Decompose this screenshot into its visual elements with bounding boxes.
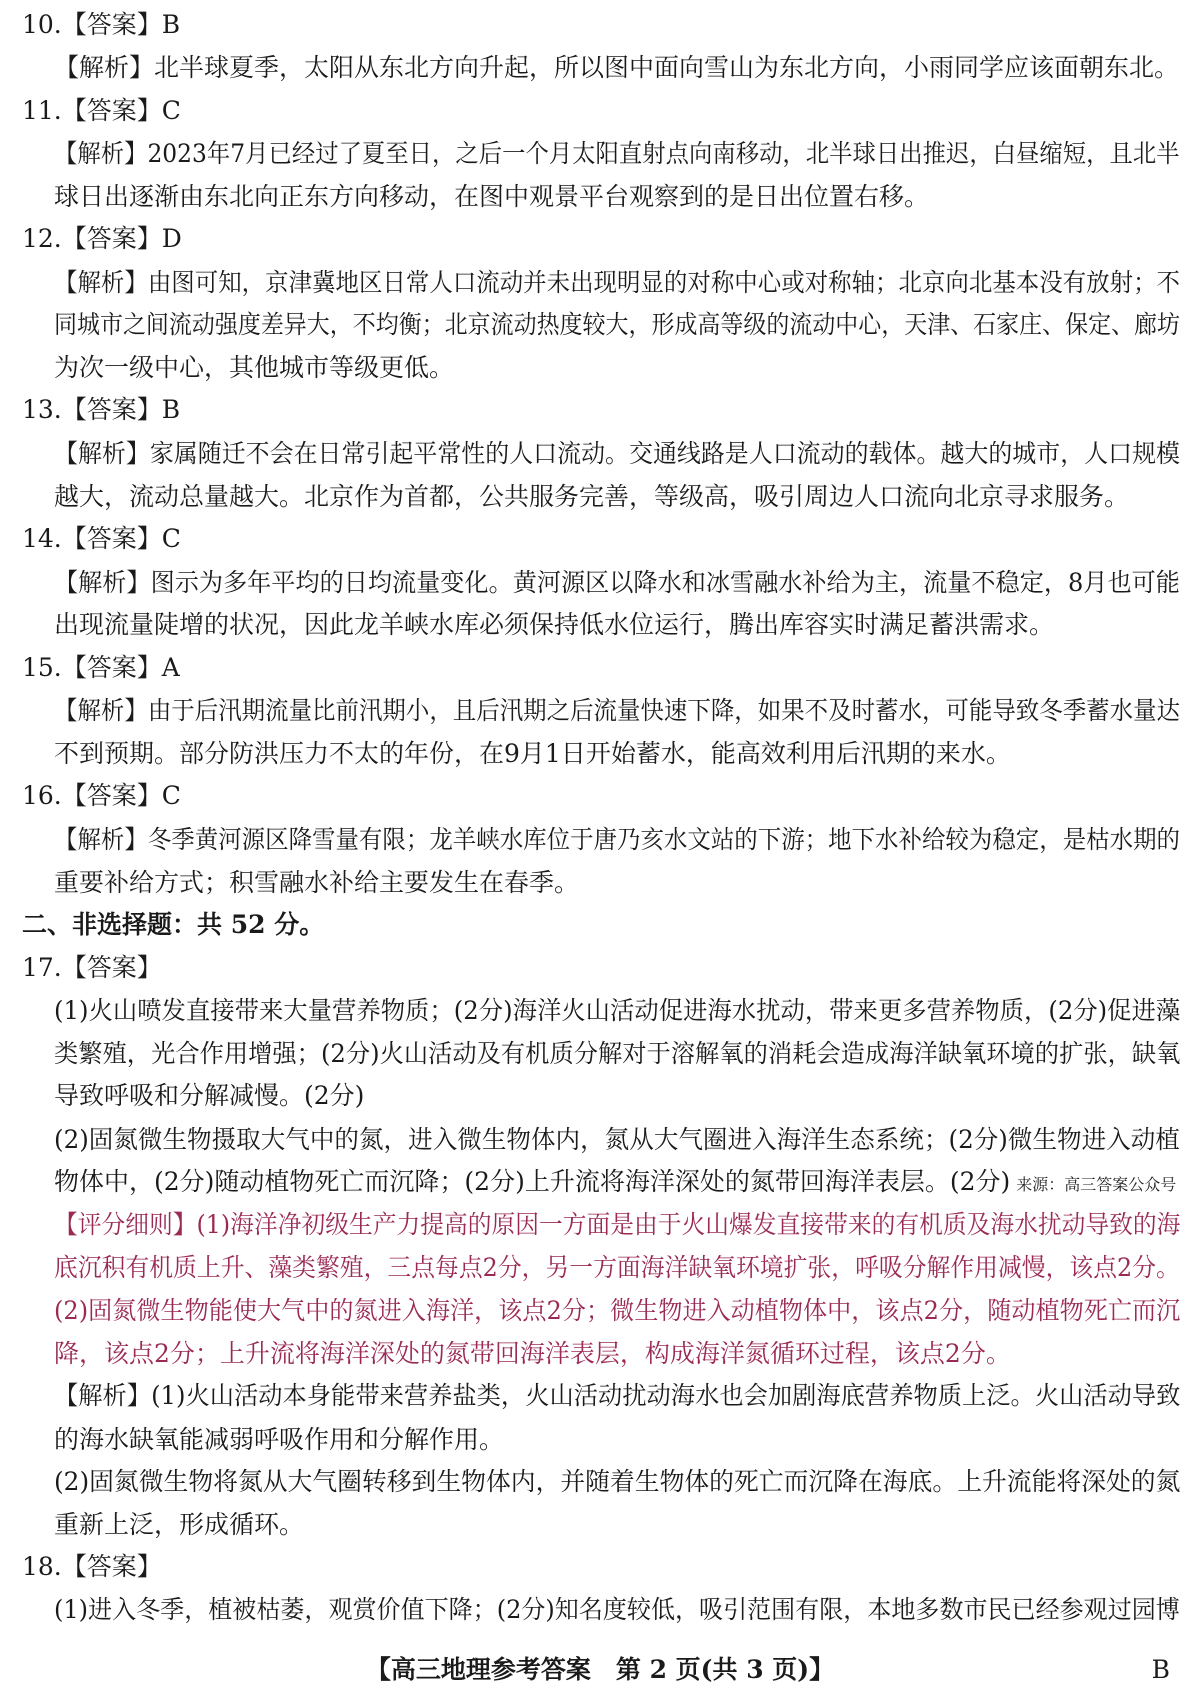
- line-text: 底沉积有机质上升、藻类繁殖，三点每点2分，另一方面海洋缺氧环境扩张，呼吸分解作用减慢，该点2分。: [54, 1252, 1180, 1282]
- line-text: 降，该点2分；上升流将海洋深处的氮带回海洋表层，构成海洋氮循环过程，该点2分。: [54, 1338, 1011, 1368]
- line-text: (2)固氮微生物将氮从大气圈转移到生物体内，并随着生物体的死亡而沉降在海底。上升流能将深处的氮: [54, 1467, 1181, 1497]
- text-line: [54, 1466, 1180, 1498]
- line-text: 14.【答案】C: [22, 524, 181, 554]
- source-note: 来源：高三答案公众号: [1016, 1175, 1177, 1195]
- text-line: [54, 695, 1180, 727]
- line-text: (1)火山喷发直接带来大量营养物质；(2分)海洋火山活动促进海水扰动，带来更多营养物质，(2分)促进藻: [54, 996, 1181, 1026]
- text-line: [22, 1551, 162, 1583]
- text-line: [54, 1509, 304, 1541]
- text-line: [22, 952, 162, 984]
- line-text: 10.【答案】B: [22, 10, 181, 40]
- text-line: [22, 523, 181, 555]
- text-line: [22, 9, 180, 41]
- text-line: [54, 181, 929, 213]
- line-text: 的海水缺氧能减弱呼吸作用和分解作用。: [54, 1424, 505, 1454]
- text-line: [22, 394, 180, 426]
- text-line: [54, 609, 1054, 641]
- text-line: [54, 52, 1179, 84]
- line-text: 为次一级中心，其他城市等级更低。: [54, 352, 455, 382]
- text-line: [54, 138, 1180, 170]
- line-text: 出现流量陡增的状况，因此龙羊峡水库必须保持低水位运行，腾出库容实时满足蓄洪需求。: [54, 610, 1055, 640]
- line-text: 物体中，(2分)随动植物死亡而沉降；(2分)上升流将海洋深处的氮带回海洋表层。(2分): [54, 1167, 1011, 1197]
- line-text: 【解析】北半球夏季，太阳从东北方向升起，所以图中面向雪山为东北方向，小雨同学应该面朝东北。: [54, 53, 1180, 83]
- text-line: [54, 867, 579, 899]
- line-text: 【解析】2023年7月已经过了夏至日，之后一个月太阳直射点向南移动，北半球日出推迟，白昼缩短，且北半: [54, 139, 1180, 169]
- line-text: 13.【答案】B: [22, 395, 181, 425]
- text-line: [22, 909, 324, 941]
- text-line: [54, 1594, 1180, 1626]
- line-text: 越大，流动总量越大。北京作为首都，公共服务完善，等级高，吸引周边人口流向北京寻求服务。: [54, 481, 1130, 511]
- text-line: [54, 1080, 364, 1112]
- line-text: 15.【答案】A: [22, 652, 180, 682]
- text-line: [54, 1252, 1180, 1284]
- line-text: 12.【答案】D: [22, 224, 182, 254]
- text-line: [54, 1338, 1011, 1370]
- line-text: (2)固氮微生物摄取大气中的氮，进入微生物体内，氮从大气圈进入海洋生态系统；(2分)微生物进入动植: [54, 1124, 1180, 1154]
- line-text: 导致呼吸和分解减慢。(2分): [54, 1081, 365, 1111]
- page-footer: 【高三地理参考答案 第 2 页(共 3 页)】: [365, 1655, 835, 1684]
- text-line: [54, 1209, 1180, 1241]
- text-line: [54, 438, 1180, 470]
- line-text: 【解析】由图可知，京津冀地区日常人口流动并未出现明显的对称中心或对称轴；北京向北基本没有放射；不: [54, 267, 1181, 297]
- text-line: [54, 567, 1180, 599]
- text-line: [54, 352, 454, 384]
- text-line: [22, 780, 181, 812]
- text-line: [22, 95, 181, 127]
- text-line: [54, 995, 1180, 1027]
- text-line: [54, 738, 1011, 770]
- line-text: 18.【答案】: [22, 1552, 162, 1582]
- line-text: 【评分细则】(1)海洋净初级生产力提高的原因一方面是由于火山爆发直接带来的有机质及海水扰动导致的海: [54, 1209, 1181, 1239]
- line-text: 11.【答案】C: [22, 95, 181, 125]
- line-text: 重要补给方式；积雪融水补给主要发生在春季。: [54, 867, 580, 897]
- line-text: (1)进入冬季，植被枯萎，观赏价值下降；(2分)知名度较低，吸引范围有限，本地多数市民已经参观过园博: [54, 1595, 1180, 1624]
- text-line: [54, 481, 1129, 513]
- line-text: 【解析】家属随迁不会在日常引起平常性的人口流动。交通线路是人口流动的载体。越大的城市，人口规模: [54, 438, 1181, 468]
- line-text: 不到预期。部分防洪压力不太的年份，在9月1日开始蓄水，能高效利用后汛期的来水。: [54, 738, 1011, 768]
- version-letter: B: [1151, 1655, 1170, 1684]
- line-text: (2)固氮微生物能使大气中的氮进入海洋，该点2分；微生物进入动植物体中，该点2分，随动植物死亡而沉: [54, 1296, 1181, 1326]
- line-text: 【解析】由于后汛期流量比前汛期小，且后汛期之后流量快速下降，如果不及时蓄水，可能导致冬季蓄水量达: [54, 696, 1181, 726]
- line-text: 重新上泛，形成循环。: [54, 1509, 305, 1539]
- text-line: [54, 309, 1180, 341]
- line-text: 二、非选择题：共 52 分。: [22, 910, 325, 940]
- text-line: [54, 1424, 504, 1456]
- line-text: 【解析】图示为多年平均的日均流量变化。黄河源区以降水和冰雪融水补给为主，流量不稳定，8月也可能: [54, 567, 1180, 597]
- line-text: 同城市之间流动强度差异大，不均衡；北京流动热度较大，形成高等级的流动中心，天津、石家庄、保定、廊坊: [54, 310, 1181, 340]
- text-line: [54, 1038, 1180, 1070]
- text-line: [54, 1295, 1180, 1327]
- text-line: [54, 824, 1180, 856]
- text-line: [54, 267, 1180, 299]
- text-line: [54, 1166, 1176, 1201]
- line-text: 【解析】冬季黄河源区降雪量有限；龙羊峡水库位于唐乃亥水文站的下游；地下水补给较为稳定，是枯水期的: [54, 824, 1181, 854]
- text-line: [22, 223, 182, 255]
- line-text: 16.【答案】C: [22, 781, 181, 811]
- text-line: [54, 1380, 1180, 1412]
- line-text: 17.【答案】: [22, 952, 162, 982]
- line-text: 类繁殖，光合作用增强；(2分)火山活动及有机质分解对于溶解氧的消耗会造成海洋缺氧环境的扩张，缺氧: [54, 1038, 1181, 1068]
- text-line: [54, 1124, 1180, 1156]
- text-line: [22, 652, 180, 684]
- line-text: 球日出逐渐由东北向正东方向移动，在图中观景平台观察到的是日出位置右移。: [54, 181, 930, 211]
- line-text: 【解析】(1)火山活动本身能带来营养盐类，火山活动扰动海水也会加剧海底营养物质上泛。火山活动导致: [54, 1381, 1181, 1411]
